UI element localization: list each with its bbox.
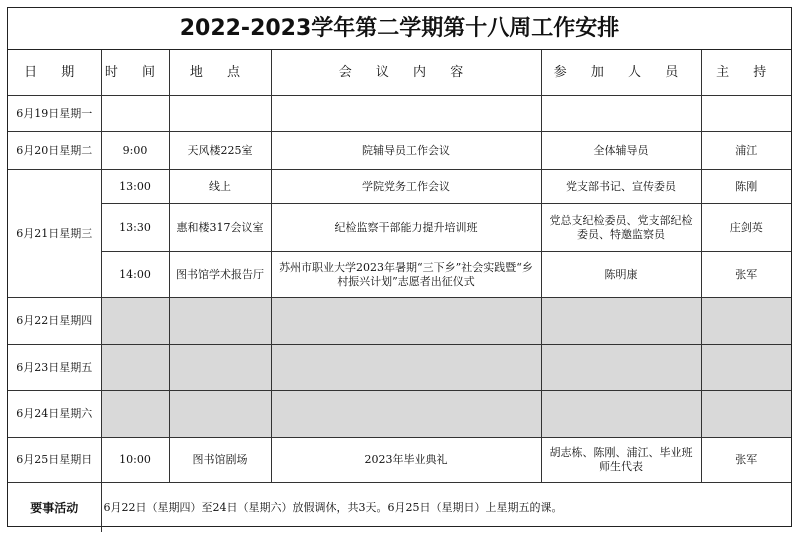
table-row <box>8 298 791 345</box>
place-cell: 图书馆学术报告厅 <box>169 252 271 298</box>
key-events-text: 6月22日（星期四）至24日（星期六）放假调休，共3天。6月25日（星期日）上星期五的课。 <box>101 483 791 533</box>
key-events-row <box>8 483 791 533</box>
place-cell: 线上 <box>169 170 271 204</box>
header-participants: 参 加 人 员 <box>541 50 701 96</box>
host-cell: 张军 <box>701 252 791 298</box>
participants-cell: 党支部书记、宣传委员 <box>541 170 701 204</box>
schedule-sheet <box>7 7 792 527</box>
header-row <box>8 50 791 96</box>
meeting-cell: 学院党务工作会议 <box>271 170 541 204</box>
table-row <box>8 132 791 170</box>
table-row <box>8 345 791 391</box>
table-row <box>8 96 791 132</box>
meeting-cell: 院辅导员工作会议 <box>271 132 541 170</box>
participants-cell: 党总支纪检委员、党支部纪检委员、特邀监察员 <box>541 204 701 252</box>
place-cell: 天风楼225室 <box>169 132 271 170</box>
meeting-cell: 纪检监察干部能力提升培训班 <box>271 204 541 252</box>
time-cell: 9:00 <box>101 132 169 170</box>
header-time: 时 间 <box>101 50 169 96</box>
place-cell: 惠和楼317会议室 <box>169 204 271 252</box>
table-row <box>8 438 791 483</box>
header-place: 地 点 <box>169 50 271 96</box>
page-title: 2022-2023学年第二学期第十八周工作安排 <box>8 8 791 50</box>
time-cell: 14:00 <box>101 252 169 298</box>
table-row <box>8 252 791 298</box>
table-row <box>8 391 791 438</box>
date-cell: 6月19日星期一 <box>8 96 101 132</box>
host-cell: 浦江 <box>701 132 791 170</box>
time-cell: 13:00 <box>101 170 169 204</box>
meeting-cell: 2023年毕业典礼 <box>271 438 541 483</box>
host-cell: 张军 <box>701 438 791 483</box>
header-meeting: 会 议 内 容 <box>271 50 541 96</box>
participants-cell: 陈明康 <box>541 252 701 298</box>
date-cell: 6月24日星期六 <box>8 391 101 438</box>
table-row <box>8 204 791 252</box>
date-cell: 6月22日星期四 <box>8 298 101 345</box>
time-cell: 10:00 <box>101 438 169 483</box>
date-cell: 6月25日星期日 <box>8 438 101 483</box>
date-cell: 6月23日星期五 <box>8 345 101 391</box>
header-date: 日 期 <box>8 50 101 96</box>
host-cell: 庄剑英 <box>701 204 791 252</box>
table-row <box>8 170 791 204</box>
schedule-table <box>8 50 791 532</box>
date-cell: 6月20日星期二 <box>8 132 101 170</box>
header-host: 主 持 <box>701 50 791 96</box>
meeting-cell: 苏州市职业大学2023年暑期“三下乡”社会实践暨“乡村振兴计划”志愿者出征仪式 <box>271 252 541 298</box>
place-cell: 图书馆剧场 <box>169 438 271 483</box>
participants-cell: 胡志栋、陈刚、浦江、毕业班师生代表 <box>541 438 701 483</box>
host-cell: 陈刚 <box>701 170 791 204</box>
key-events-label: 要事活动 <box>8 483 101 533</box>
date-cell: 6月21日星期三 <box>8 170 101 298</box>
time-cell: 13:30 <box>101 204 169 252</box>
participants-cell: 全体辅导员 <box>541 132 701 170</box>
